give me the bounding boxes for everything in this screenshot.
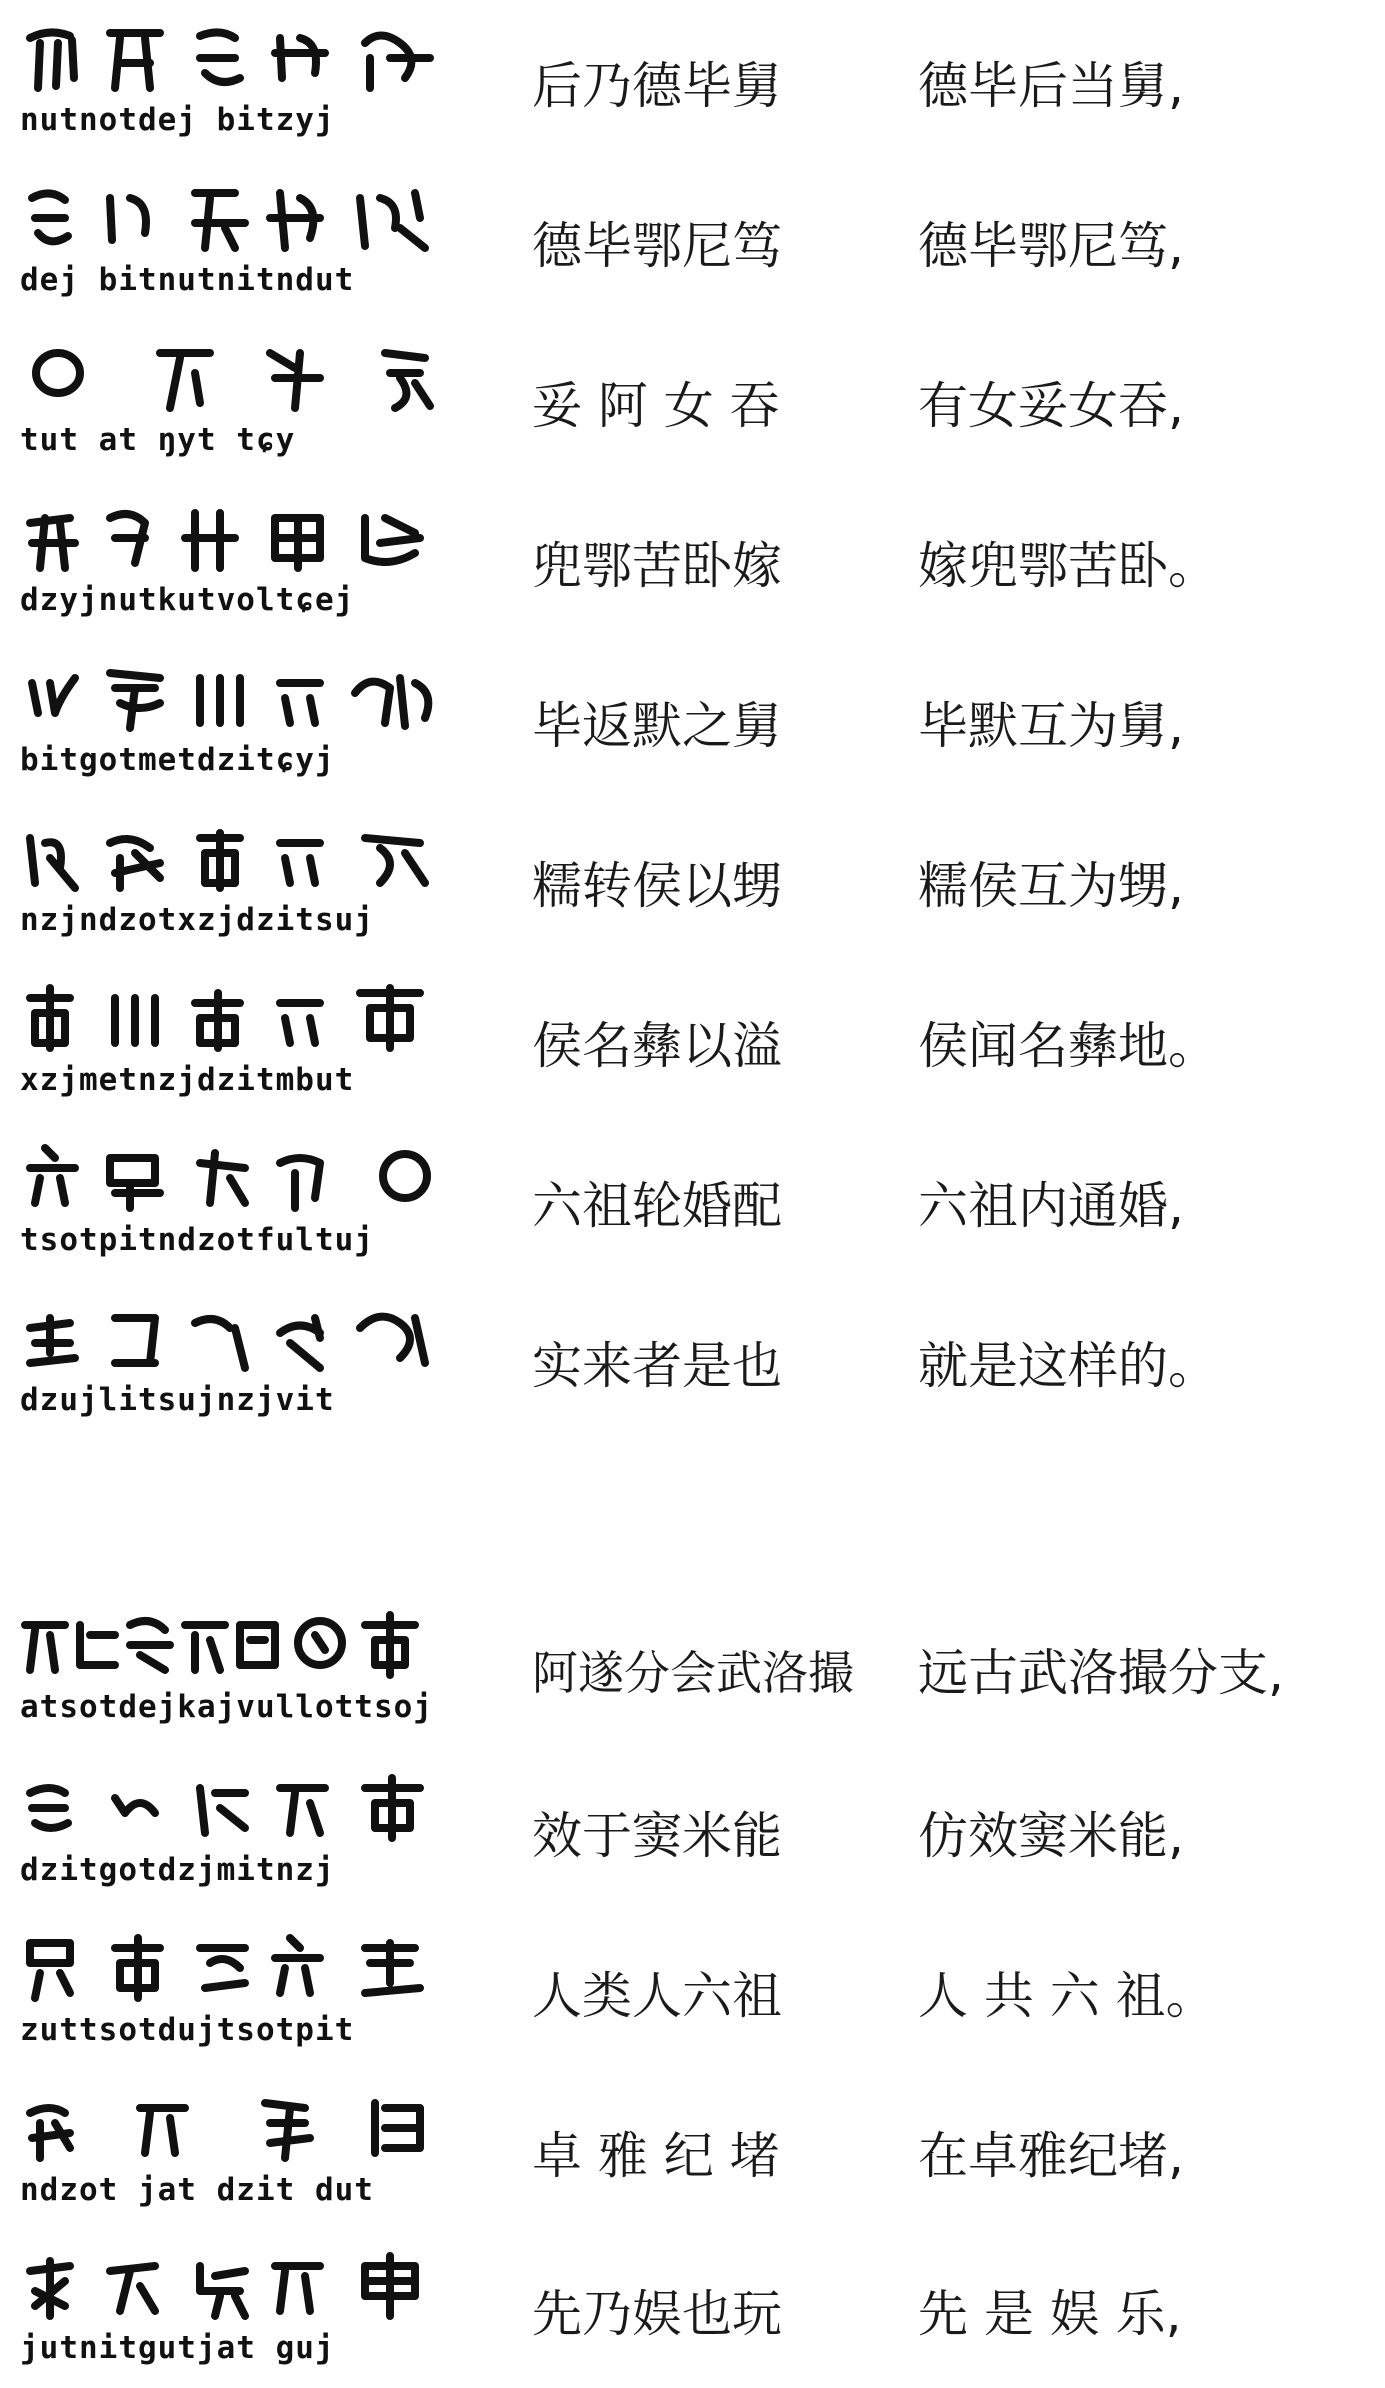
verse-row [0,658,1385,798]
romanization-line: nzjndzotxzjdzitsuj [20,902,374,938]
chinese-free-translation: 德毕后当舅, [918,57,1184,115]
yi-script-glyphs [20,338,440,416]
chinese-literal-translation: 后乃德毕舅 [532,57,782,115]
verse-row [0,2246,1385,2386]
verse-row [0,18,1385,158]
yi-script-glyphs [20,978,440,1056]
chinese-free-translation: 有女妥女吞, [918,377,1184,435]
chinese-literal-translation: 先乃娱也玩 [532,2285,782,2343]
yi-script-glyphs [20,2088,440,2166]
romanization-line: jutnitgutjat guj [20,2330,335,2366]
romanization-line: zuttsotdujtsotpit [20,2012,355,2048]
chinese-free-translation: 先 是 娱 乐, [918,2285,1182,2343]
verse-row [0,818,1385,958]
romanization-line: ndzot jat dzit dut [20,2172,374,2208]
chinese-free-translation: 六祖内通婚, [918,1177,1184,1235]
romanization-line: bitgotmetdzitɕyj [20,742,335,778]
chinese-free-translation: 人 共 六 祖。 [918,1967,1216,2025]
chinese-literal-translation: 毕返默之舅 [532,697,782,755]
chinese-literal-translation: 实来者是也 [532,1337,782,1395]
romanization-line: tsotpitndzotfultuj [20,1222,374,1258]
chinese-free-translation: 侯闻名彝地。 [918,1017,1218,1075]
chinese-literal-translation: 妥 阿 女 吞 [532,377,780,435]
verse-row [0,1928,1385,2068]
romanization-line: dej bitnutnitndut [20,262,355,298]
yi-script-glyphs [20,1928,440,2006]
yi-script-glyphs [20,1298,440,1376]
chinese-free-translation: 仿效窦米能, [918,1807,1184,1865]
chinese-literal-translation: 效于窦米能 [532,1807,782,1865]
verse-row [0,1298,1385,1438]
yi-script-glyphs [20,818,440,896]
verse-row [0,1768,1385,1908]
chinese-literal-translation: 人类人六祖 [532,1967,782,2025]
chinese-literal-translation: 糯转侯以甥 [532,857,782,915]
chinese-free-translation: 毕默互为舅, [918,697,1184,755]
yi-script-glyphs [20,1768,440,1846]
romanization-line: xzjmetnzjdzitmbut [20,1062,355,1098]
romanization-line: nutnotdej bitzyj [20,102,335,138]
verse-row [0,1605,1385,1745]
chinese-free-translation: 就是这样的。 [918,1337,1218,1395]
chinese-literal-translation: 德毕鄂尼笃 [532,217,782,275]
verse-row [0,338,1385,478]
yi-script-glyphs [20,1138,440,1216]
verse-row [0,498,1385,638]
chinese-literal-translation: 卓 雅 纪 堵 [532,2127,780,2185]
chinese-free-translation: 嫁兜鄂苦卧。 [918,537,1218,595]
chinese-free-translation: 在卓雅纪堵, [918,2127,1184,2185]
romanization-line: tut at ŋyt tɕy [20,422,296,458]
romanization-line: dzyjnutkutvoltɕej [20,582,355,618]
chinese-literal-translation: 阿遂分会武洛撮 [532,1646,854,1700]
verse-row [0,2088,1385,2228]
chinese-literal-translation: 六祖轮婚配 [532,1177,782,1235]
romanization-line: dzitgotdzjmitnzj [20,1852,335,1888]
romanization-line: dzujlitsujnzjvit [20,1382,335,1418]
yi-script-glyphs [20,2246,440,2324]
yi-script-glyphs [20,178,440,256]
verse-row [0,978,1385,1118]
chinese-free-translation: 德毕鄂尼笃, [918,217,1184,275]
yi-script-glyphs [20,18,440,96]
chinese-literal-translation: 侯名彝以溢 [532,1017,782,1075]
verse-row [0,178,1385,318]
chinese-free-translation: 糯侯互为甥, [918,857,1184,915]
chinese-free-translation: 远古武洛撮分支, [918,1644,1284,1702]
yi-script-glyphs [20,658,440,736]
yi-script-glyphs [20,1605,440,1683]
yi-script-glyphs [20,498,440,576]
verse-row [0,1138,1385,1278]
chinese-literal-translation: 兜鄂苦卧嫁 [532,537,782,595]
romanization-line: atsotdejkajvullottsoj [20,1689,433,1725]
